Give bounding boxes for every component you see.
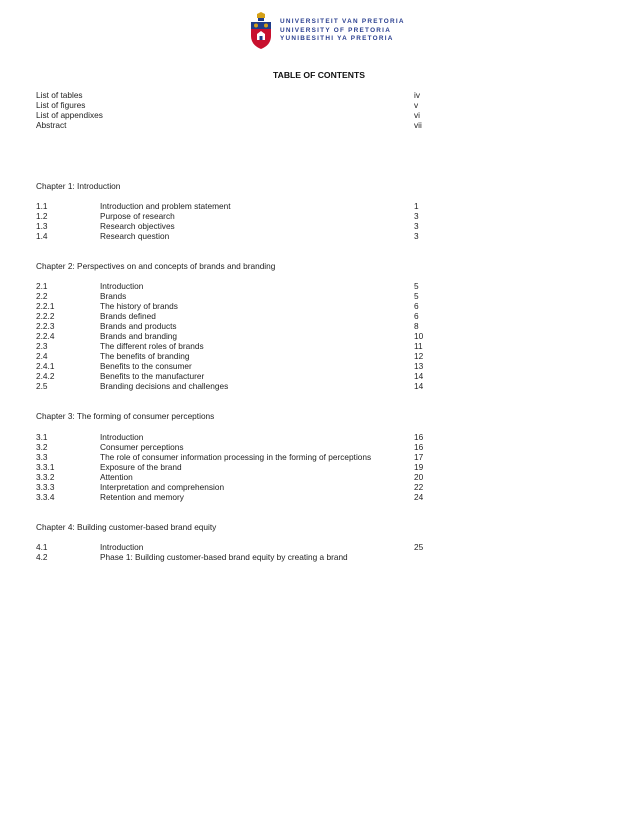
section-number: 2.4.1: [36, 361, 55, 371]
toc-label: List of appendixes: [36, 110, 103, 120]
toc-page-number: 6: [414, 311, 419, 321]
page-title: TABLE OF CONTENTS: [273, 70, 365, 80]
toc-page-number: 5: [414, 281, 419, 291]
toc-page-number: 8: [414, 321, 419, 331]
section-number: 4.1: [36, 542, 48, 552]
section-title: Attention: [100, 472, 133, 482]
toc-page-number: 5: [414, 291, 419, 301]
section-title: Introduction: [100, 432, 144, 442]
logo-line-sepedi: YUNIBESITHI YA PRETORIA: [280, 35, 394, 43]
section-number: 4.2: [36, 552, 48, 562]
toc-page-number: 17: [414, 452, 424, 462]
toc-page-number: 13: [414, 361, 424, 371]
section-number: 1.2: [36, 211, 48, 221]
section-title: Exposure of the brand: [100, 462, 182, 472]
section-title: Research question: [100, 231, 170, 241]
toc-page-number: iv: [414, 90, 420, 100]
toc-page-number: 20: [414, 472, 424, 482]
chapter-heading[interactable]: Chapter 1: Introduction: [36, 181, 121, 191]
section-title: Benefits to the manufacturer: [100, 371, 205, 381]
section-number: 1.3: [36, 221, 48, 231]
section-number: 2.4.2: [36, 371, 55, 381]
section-number: 2.5: [36, 381, 48, 391]
toc-page-number: 16: [414, 442, 424, 452]
toc-page-number: 14: [414, 381, 424, 391]
chapter-heading[interactable]: Chapter 2: Perspectives on and concepts of brands and branding: [36, 261, 276, 271]
section-number: 2.4: [36, 351, 48, 361]
toc-page-number: 11: [414, 341, 423, 351]
section-number: 3.1: [36, 432, 48, 442]
section-number: 1.4: [36, 231, 48, 241]
toc-page-number: 3: [414, 231, 419, 241]
toc-page-number: 6: [414, 301, 419, 311]
toc-page-number: 25: [414, 542, 424, 552]
toc-label: Abstract: [36, 120, 67, 130]
toc-page-number: 3: [414, 211, 419, 221]
toc-page-number: vi: [414, 110, 420, 120]
toc-page-number: 22: [414, 482, 424, 492]
toc-page-number: 19: [414, 462, 424, 472]
university-logo: [248, 10, 405, 52]
section-number: 2.1: [36, 281, 48, 291]
section-title: Research objectives: [100, 221, 175, 231]
section-title: The benefits of branding: [100, 351, 190, 361]
toc-label: List of tables: [36, 90, 83, 100]
chapter-heading[interactable]: Chapter 3: The forming of consumer perceptions: [36, 411, 215, 421]
section-number: 3.3.4: [36, 492, 55, 502]
section-title: Interpretation and comprehension: [100, 482, 225, 492]
section-title: Retention and memory: [100, 492, 184, 502]
section-number: 3.3.2: [36, 472, 55, 482]
section-title: The history of brands: [100, 301, 178, 311]
toc-page-number: vii: [414, 120, 422, 130]
section-title: Brands defined: [100, 311, 156, 321]
section-number: 3.3.1: [36, 462, 55, 472]
section-title: The different roles of brands: [100, 341, 204, 351]
section-title: Introduction: [100, 281, 144, 291]
toc-page-number: 14: [414, 371, 424, 381]
section-title: The role of consumer information processing in the forming of perceptions: [100, 452, 372, 462]
toc-page-number: 1: [414, 201, 419, 211]
section-number: 3.3: [36, 452, 48, 462]
section-number: 3.3.3: [36, 482, 55, 492]
toc-page-number: v: [414, 100, 419, 110]
crest-icon: [248, 12, 274, 50]
section-number: 2.2.3: [36, 321, 55, 331]
logo-line-english: UNIVERSITY OF PRETORIA: [280, 26, 392, 34]
section-title: Brands and products: [100, 321, 177, 331]
section-number: 2.3: [36, 341, 48, 351]
toc-page-number: 16: [414, 432, 424, 442]
section-title: Brands and branding: [100, 331, 178, 341]
section-number: 2.2.2: [36, 311, 55, 321]
chapter-heading[interactable]: Chapter 4: Building customer-based brand equity: [36, 522, 217, 532]
logo-line-afrikaans: UNIVERSITEIT VAN PRETORIA: [280, 18, 405, 26]
toc-page-number: 10: [414, 331, 424, 341]
section-title: Consumer perceptions: [100, 442, 184, 452]
toc-label: List of figures: [36, 100, 86, 110]
section-title: Brands: [100, 291, 127, 301]
section-number: 2.2.4: [36, 331, 55, 341]
section-number: 3.2: [36, 442, 48, 452]
toc-page-number: 24: [414, 492, 424, 502]
section-title: Purpose of research: [100, 211, 175, 221]
section-number: 2.2: [36, 291, 48, 301]
section-title: Introduction: [100, 542, 144, 552]
section-number: 2.2.1: [36, 301, 55, 311]
section-title: Branding decisions and challenges: [100, 381, 229, 391]
section-number: 1.1: [36, 201, 48, 211]
section-title: Introduction and problem statement: [100, 201, 231, 211]
toc-page-number: 12: [414, 351, 424, 361]
toc-page-number: 3: [414, 221, 419, 231]
section-title: Phase 1: Building customer-based brand equity by creating a brand: [100, 552, 348, 562]
section-title: Benefits to the consumer: [100, 361, 192, 371]
